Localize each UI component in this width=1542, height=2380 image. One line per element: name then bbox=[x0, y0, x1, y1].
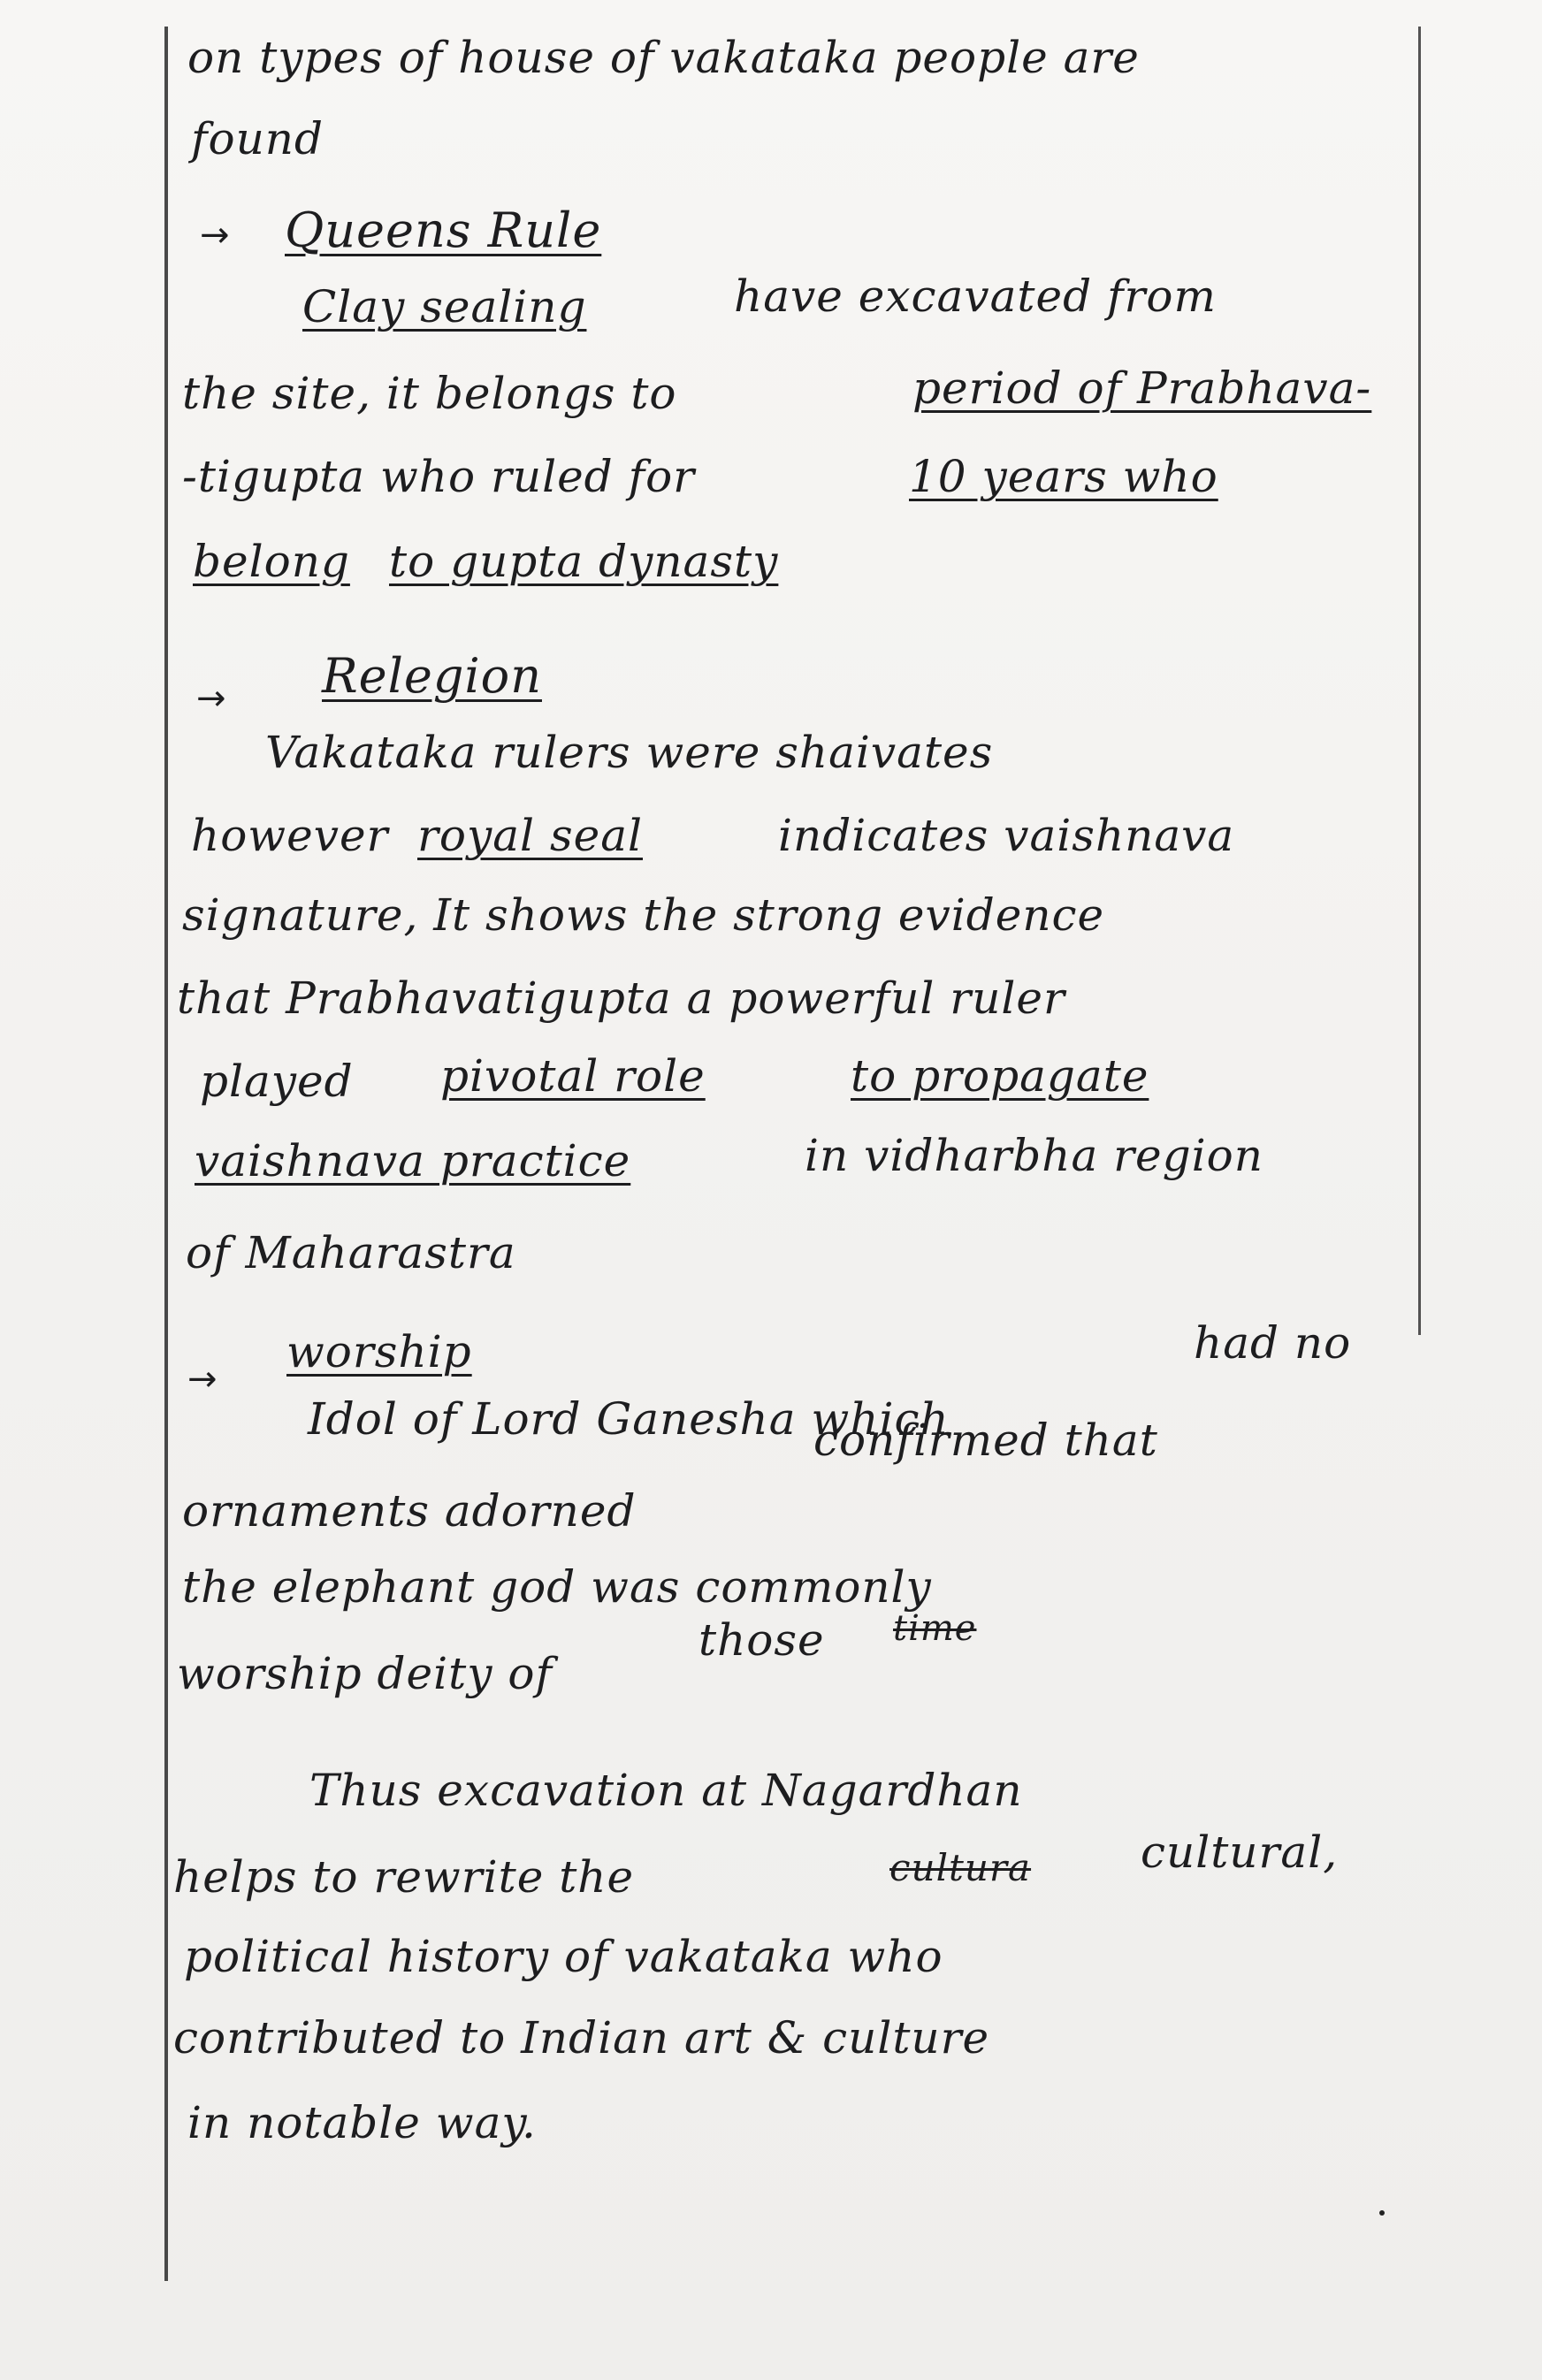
text-line-8b: royal seal bbox=[417, 810, 643, 861]
text-line-5a: -tigupta who ruled for bbox=[182, 451, 696, 502]
text-line-4a: the site, it belongs to bbox=[182, 368, 677, 419]
arrow-icon: → bbox=[200, 215, 230, 256]
text-line-15b: confirmed that bbox=[813, 1415, 1158, 1466]
text-line-11a: played bbox=[200, 1056, 354, 1107]
text-line-11b: pivotal role bbox=[440, 1050, 706, 1102]
ink-dot bbox=[1379, 2210, 1385, 2216]
text-line-5b: 10 years who bbox=[909, 451, 1218, 502]
text-line-1: on types of house of vakataka people are bbox=[187, 32, 1140, 83]
text-line-2: found bbox=[191, 113, 324, 164]
text-line-18: Thus excavation at Nagardhan bbox=[309, 1765, 1023, 1816]
text-line-4b: period of Prabhava- bbox=[912, 362, 1372, 414]
text-line-17b: those bbox=[698, 1614, 825, 1666]
arrow-icon: → bbox=[187, 1359, 218, 1400]
heading-religion: Relegion bbox=[322, 648, 542, 704]
left-margin-line bbox=[164, 27, 168, 2281]
text-line-17a: worship deity of bbox=[177, 1648, 553, 1699]
heading-worship: worship bbox=[286, 1326, 472, 1377]
heading-queens-rule: Queens Rule bbox=[285, 202, 602, 258]
arrow-icon: → bbox=[196, 678, 226, 719]
text-line-12b: in vidharbha region bbox=[805, 1130, 1263, 1181]
text-line-15a: ornaments adorned bbox=[182, 1485, 637, 1537]
text-line-14a: Idol of Lord Ganesha which bbox=[308, 1393, 950, 1445]
text-line-16: the elephant god was commonly bbox=[182, 1561, 932, 1613]
text-line-13: of Maharastra bbox=[186, 1227, 516, 1278]
text-line-8a: however bbox=[191, 810, 389, 861]
text-line-7: Vakataka rulers were shaivates bbox=[265, 727, 994, 778]
text-line-17c: time bbox=[893, 1608, 977, 1649]
text-line-3a: Clay sealing bbox=[302, 281, 587, 332]
text-line-20: political history of vakataka who bbox=[184, 1931, 943, 1982]
right-margin-line bbox=[1418, 27, 1421, 1335]
text-line-19c: cultural, bbox=[1141, 1827, 1339, 1878]
text-line-21: contributed to Indian art & culture bbox=[173, 2012, 990, 2063]
text-line-14b: had no bbox=[1194, 1317, 1352, 1369]
text-line-6a: belong bbox=[193, 536, 350, 587]
text-line-12a: vaishnava practice bbox=[195, 1135, 631, 1186]
text-line-3b: have excavated from bbox=[734, 271, 1217, 322]
text-line-22: in notable way. bbox=[187, 2097, 537, 2148]
text-line-10: that Prabhavatigupta a powerful ruler bbox=[177, 973, 1065, 1024]
text-line-9: signature, It shows the strong evidence bbox=[182, 889, 1105, 941]
text-line-8c: indicates vaishnava bbox=[778, 810, 1235, 861]
text-line-11c: to propagate bbox=[851, 1050, 1149, 1102]
text-line-19a: helps to rewrite the bbox=[173, 1851, 635, 1903]
text-line-19b: cultura bbox=[889, 1846, 1032, 1889]
text-line-6b: to gupta dynasty bbox=[389, 536, 779, 587]
